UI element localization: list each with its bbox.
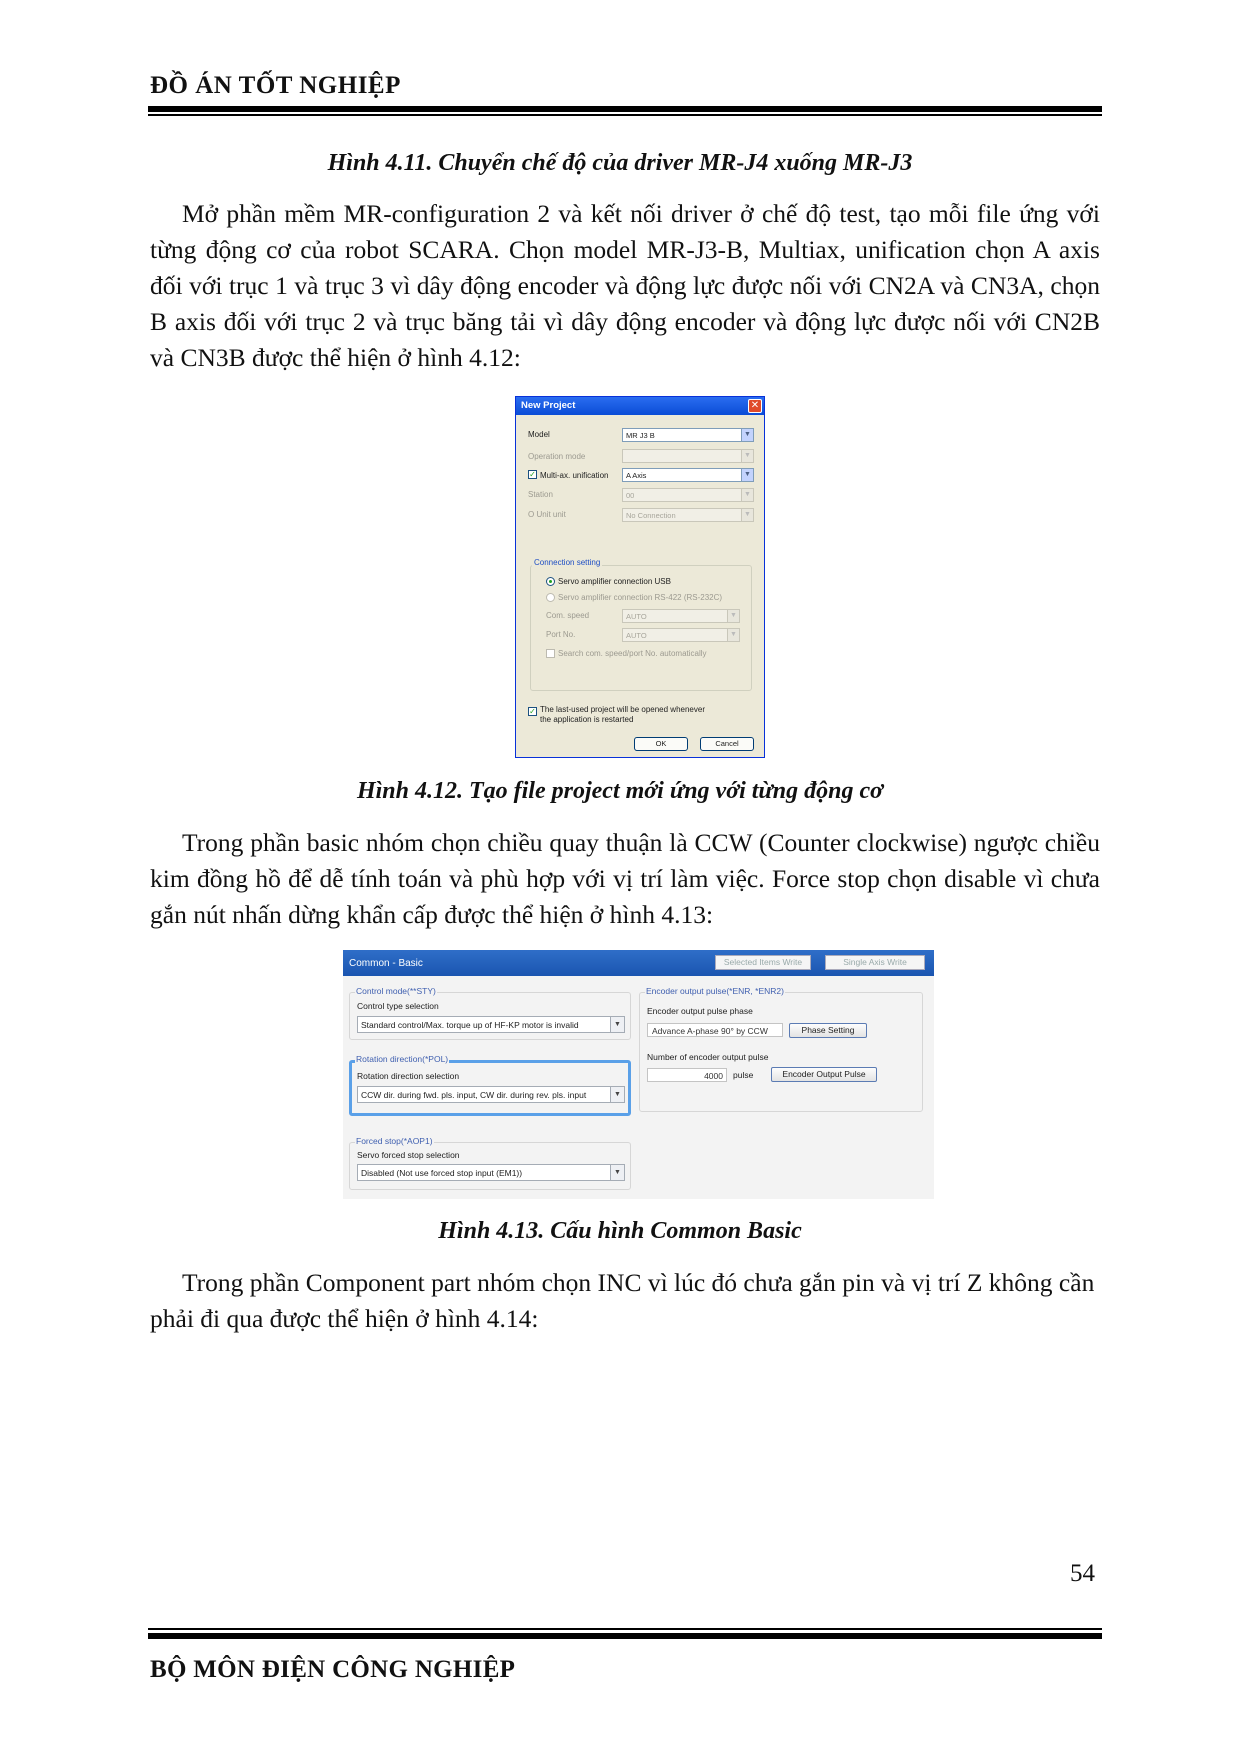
com-speed-value: AUTO (626, 612, 647, 621)
encoder-phase-value: Advance A-phase 90° by CCW (647, 1023, 783, 1037)
radio-rs422 (546, 593, 555, 602)
chevron-down-icon: ▼ (741, 469, 753, 481)
rotation-direction-title: Rotation direction(*POL) (356, 1054, 449, 1064)
multiax-label: Multi-ax. unification (540, 471, 609, 480)
radio-usb[interactable] (546, 577, 555, 586)
chevron-down-icon: ▼ (727, 629, 739, 641)
operation-mode-label: Operation mode (528, 452, 586, 461)
port-no-label: Port No. (546, 630, 576, 639)
chevron-down-icon: ▼ (741, 450, 753, 462)
com-speed-select (622, 609, 740, 623)
encoder-output-title: Encoder output pulse(*ENR, *ENR2) (646, 986, 784, 996)
phase-setting-button[interactable]: Phase Setting (789, 1023, 867, 1038)
station-select (622, 488, 754, 502)
station-value: 00 (626, 491, 635, 500)
footer-title: BỘ MÔN ĐIỆN CÔNG NGHIỆP (150, 1656, 516, 1683)
rotation-direction-value: CCW dir. during fwd. pls. input, CW dir. during rev. pls. input (361, 1090, 587, 1100)
page-number: 54 (1070, 1560, 1095, 1587)
chevron-down-icon: ▼ (741, 489, 753, 501)
num-pulse-label: Number of encoder output pulse (647, 1052, 769, 1062)
encoder-output-pulse-button[interactable]: Encoder Output Pulse (771, 1067, 877, 1082)
com-speed-label: Com. speed (546, 611, 590, 620)
last-used-label-line2: the application is restarted (540, 715, 634, 724)
radio-usb-label: Servo amplifier connection USB (558, 577, 671, 586)
caption-fig-4-13: Hình 4.13. Cấu hình Common Basic (438, 1218, 802, 1244)
chevron-down-icon: ▼ (610, 1165, 624, 1180)
chevron-down-icon: ▼ (741, 509, 753, 521)
paragraph-1: Mở phần mềm MR-configuration 2 và kết nối driver ở chế độ test, tạo mỗi file ứng với từng động cơ của robot SCARA. Chọn model MR-J3-B, Multiax, unification chọn A axis đối với trục 1 và trục 3 vì dây động encoder và động lực được nối với CN2A và CN3A, chọn B axis đối với trục 2 và trục băng tải vì dây động encoder và động lực được nối với CN2B và CN3B được thể hiện ở hình 4.12: (150, 199, 1100, 372)
chevron-down-icon: ▼ (610, 1017, 624, 1032)
option-unit-select (622, 508, 754, 522)
control-type-label: Control type selection (357, 1001, 439, 1011)
forced-stop-title: Forced stop(*AOP1) (356, 1136, 433, 1146)
last-used-checkbox[interactable]: ✓ (529, 707, 536, 716)
connection-setting-title: Connection setting (534, 558, 601, 567)
header-title: ĐỒ ÁN TỐT NGHIỆP (150, 72, 401, 99)
model-value: MR J3 B (626, 431, 655, 440)
header-rule-thick (148, 106, 1102, 112)
footer-rule-thin (148, 1628, 1102, 1630)
paragraph-3: Trong phần Component part nhóm chọn INC vì lúc đó chưa gắn pin và vị trí Z không cần phải đi qua được thể hiện ở hình 4.14: (150, 1268, 1095, 1333)
rotation-direction-select[interactable] (357, 1086, 625, 1103)
forced-stop-select[interactable] (357, 1164, 625, 1181)
control-type-select[interactable] (357, 1016, 625, 1033)
chevron-down-icon: ▼ (741, 429, 753, 441)
common-basic-title: Common - Basic (349, 958, 423, 969)
dialog-titlebar (516, 397, 764, 415)
chevron-down-icon: ▼ (610, 1087, 624, 1102)
option-unit-value: No Connection (626, 511, 676, 520)
forced-stop-label: Servo forced stop selection (357, 1150, 460, 1160)
chevron-down-icon: ▼ (727, 610, 739, 622)
ok-button[interactable]: OK (634, 737, 688, 751)
caption-fig-4-11: Hình 4.11. Chuyển chế độ của driver MR-J4 xuống MR-J3 (327, 150, 913, 176)
port-no-value: AUTO (626, 631, 647, 640)
encoder-phase-label: Encoder output pulse phase (647, 1006, 753, 1016)
search-auto-label: Search com. speed/port No. automatically (558, 649, 707, 658)
control-type-value: Standard control/Max. torque up of HF-KP motor is invalid (361, 1020, 579, 1030)
multiax-value: A Axis (626, 471, 647, 480)
rotation-direction-label: Rotation direction selection (357, 1071, 460, 1081)
station-label: Station (528, 490, 553, 499)
port-no-select (622, 628, 740, 642)
forced-stop-value: Disabled (Not use forced stop input (EM1)) (361, 1168, 523, 1178)
radio-rs422-label: Servo amplifier connection RS-422 (RS-232C) (558, 593, 723, 602)
footer-rule-thick (148, 1633, 1102, 1639)
search-auto-checkbox (546, 649, 555, 658)
dialog-title: New Project (521, 400, 576, 411)
pulse-unit-label: pulse (733, 1070, 754, 1080)
single-axis-write-button[interactable]: Single Axis Write (825, 955, 925, 970)
header-rule-thin (148, 114, 1102, 116)
cancel-button[interactable]: Cancel (700, 737, 754, 751)
operation-mode-select (622, 449, 754, 463)
option-unit-label: O Unit unit (528, 510, 566, 519)
model-label: Model (528, 430, 550, 439)
multiax-checkbox[interactable]: ✓ (529, 470, 536, 479)
common-basic-panel (343, 950, 934, 1199)
model-select[interactable] (622, 428, 754, 442)
paragraph-2: Trong phần basic nhóm chọn chiều quay thuận là CCW (Counter clockwise) ngược chiều kim đồng hồ để dễ tính toán và phù hợp với vị trí làm việc. Force stop chọn disable vì chưa gắn nút nhấn dừng khẩn cấp được thể hiện ở hình 4.13: (150, 828, 1100, 929)
control-mode-title: Control mode(**STY) (356, 986, 436, 996)
multiax-select[interactable] (622, 468, 754, 482)
selected-items-write-button[interactable]: Selected Items Write (715, 955, 811, 970)
last-used-label-line1: The last-used project will be opened whenever (540, 705, 705, 714)
new-project-dialog (515, 396, 765, 758)
caption-fig-4-12: Hình 4.12. Tạo file project mới ứng với từng động cơ (356, 778, 884, 804)
close-icon[interactable]: ✕ (748, 399, 762, 413)
num-pulse-field[interactable]: 4000 (647, 1068, 727, 1082)
